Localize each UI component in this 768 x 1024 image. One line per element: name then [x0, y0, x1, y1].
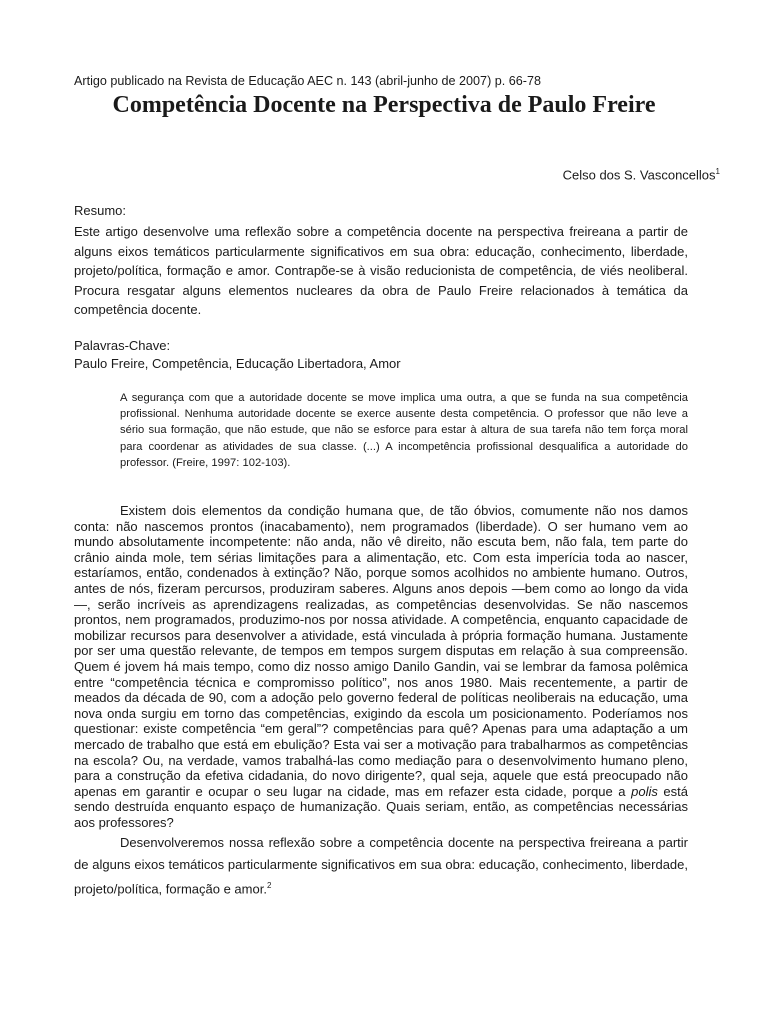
abstract-text: Este artigo desenvolve uma reflexão sobre a competência docente na perspectiva freireana a partir de alguns eixos temáticos particularmente significativos em sua obra: educação, conhecimento, liberdade, projeto/política, formação e amor. Contrapõe-se à visão reducionista de competência, de viés neoliberal. Procura resgatar alguns elementos nucleares da obra de Paulo Freire relacionados à temática da competência docente.: [74, 224, 688, 317]
body-footnote-mark: 2: [266, 881, 272, 891]
keywords-text: Paulo Freire, Competência, Educação Libertadora, Amor: [74, 356, 401, 371]
author-footnote-mark: 1: [715, 167, 720, 176]
article-body: [74, 503, 688, 900]
article-title: Competência Docente na Perspectiva de Paulo Freire: [112, 92, 656, 118]
body-paragraph-1-part-b: está sendo destruída enquanto espaço de humanização. Quais seriam, então, as competências necessárias aos professores?: [74, 783, 688, 830]
publication-note: Artigo publicado na Revista de Educação AEC n. 143 (abril-junho de 2007) p. 66-78: [74, 74, 541, 88]
abstract-label: Resumo:: [74, 203, 127, 218]
body-paragraph-2: [74, 832, 688, 900]
body-paragraph-1: [74, 503, 688, 830]
keywords-label: Palavras-Chave:: [74, 338, 171, 353]
author-name: Celso dos S. Vasconcellos: [562, 167, 716, 183]
body-paragraph-1-part-a: Existem dois elementos da condição humana que, de tão óbvios, comumente não nos damos conta: não nascemos prontos (inacabamento), nem programados (liberdade). O ser humano vem ao mundo absolutamente incompetente: não anda, não vê direito, não escuta bem, não fala, tem parte do crânio ainda mole, tem sérias limitações para a alimentação, etc. Com esta imperícia toda ao nascer, estaríamos, então, condenados à extinção? Não, porque somos acolhidos no ambiente humano. Outros, antes de nós, fizeram percursos, produziram saberes. Alguns anos depois —bem como ao longo da vida—, serão incríveis as aprendizagens realizadas, as competências desenvolvidas. Se não nascemos prontos, nem programados, produzimo-nos por nossa atividade. A competência, enquanto capacidade de mobilizar recursos para desenvolver a atividade, está vinculada à própria formação humana. Justamente por ser uma questão relevante, de tempos em tempos surgem disputas em relação à sua compreensão. Quem é jovem há mais tempo, como diz nosso amigo Danilo Gandin, vai se lembrar da famosa polêmica entre “competência técnica e compromisso político”, nos anos 1980. Mais recentemente, a partir de meados da década de 90, com a adoção pelo governo federal de políticas neoliberais na educação, uma nova onda surgiu em torno das competências, exigindo da escola um posicionamento. Poderíamos nos questionar: existe competência “em geral”? competências para quê? Apenas para uma adaptação a um mercado de trabalho que está em ebulição? Esta vai ser a motivação para trabalharmos as competências na escola? Ou, na verdade, vamos trabalhá-las como mediação para o desenvolvimento humano pleno, para a construção da efetiva cidadania, do novo dirigente?, qual seja, aquele que está preocupado não apenas em garantir e ocupar o seu lugar na cidade, mas em refazer esta cidade, porque a: [74, 503, 688, 799]
epigraph-quote: A segurança com que a autoridade docente se move implica uma outra, a que se funda na sua competência profissional. Nenhuma autoridade docente se exerce ausente desta competência. O professor que não leve a sério sua formação, que não estude, que não se esforce para estar à altura de sua tarefa não tem força moral para coordenar as atividades de sua classe. (...) A incompetência profissional desqualifica a autoridade do professor. (Freire, 1997: 102-103).: [120, 392, 688, 469]
body-paragraph-1-italic: polis: [631, 783, 658, 799]
author-line: [400, 164, 720, 183]
body-paragraph-2-text: Desenvolveremos nossa reflexão sobre a competência docente na perspectiva freireana a partir de alguns eixos temáticos particularmente significativos em sua obra: educação, conhecimento, liberdade, projeto/política, formação e amor.: [74, 835, 688, 897]
